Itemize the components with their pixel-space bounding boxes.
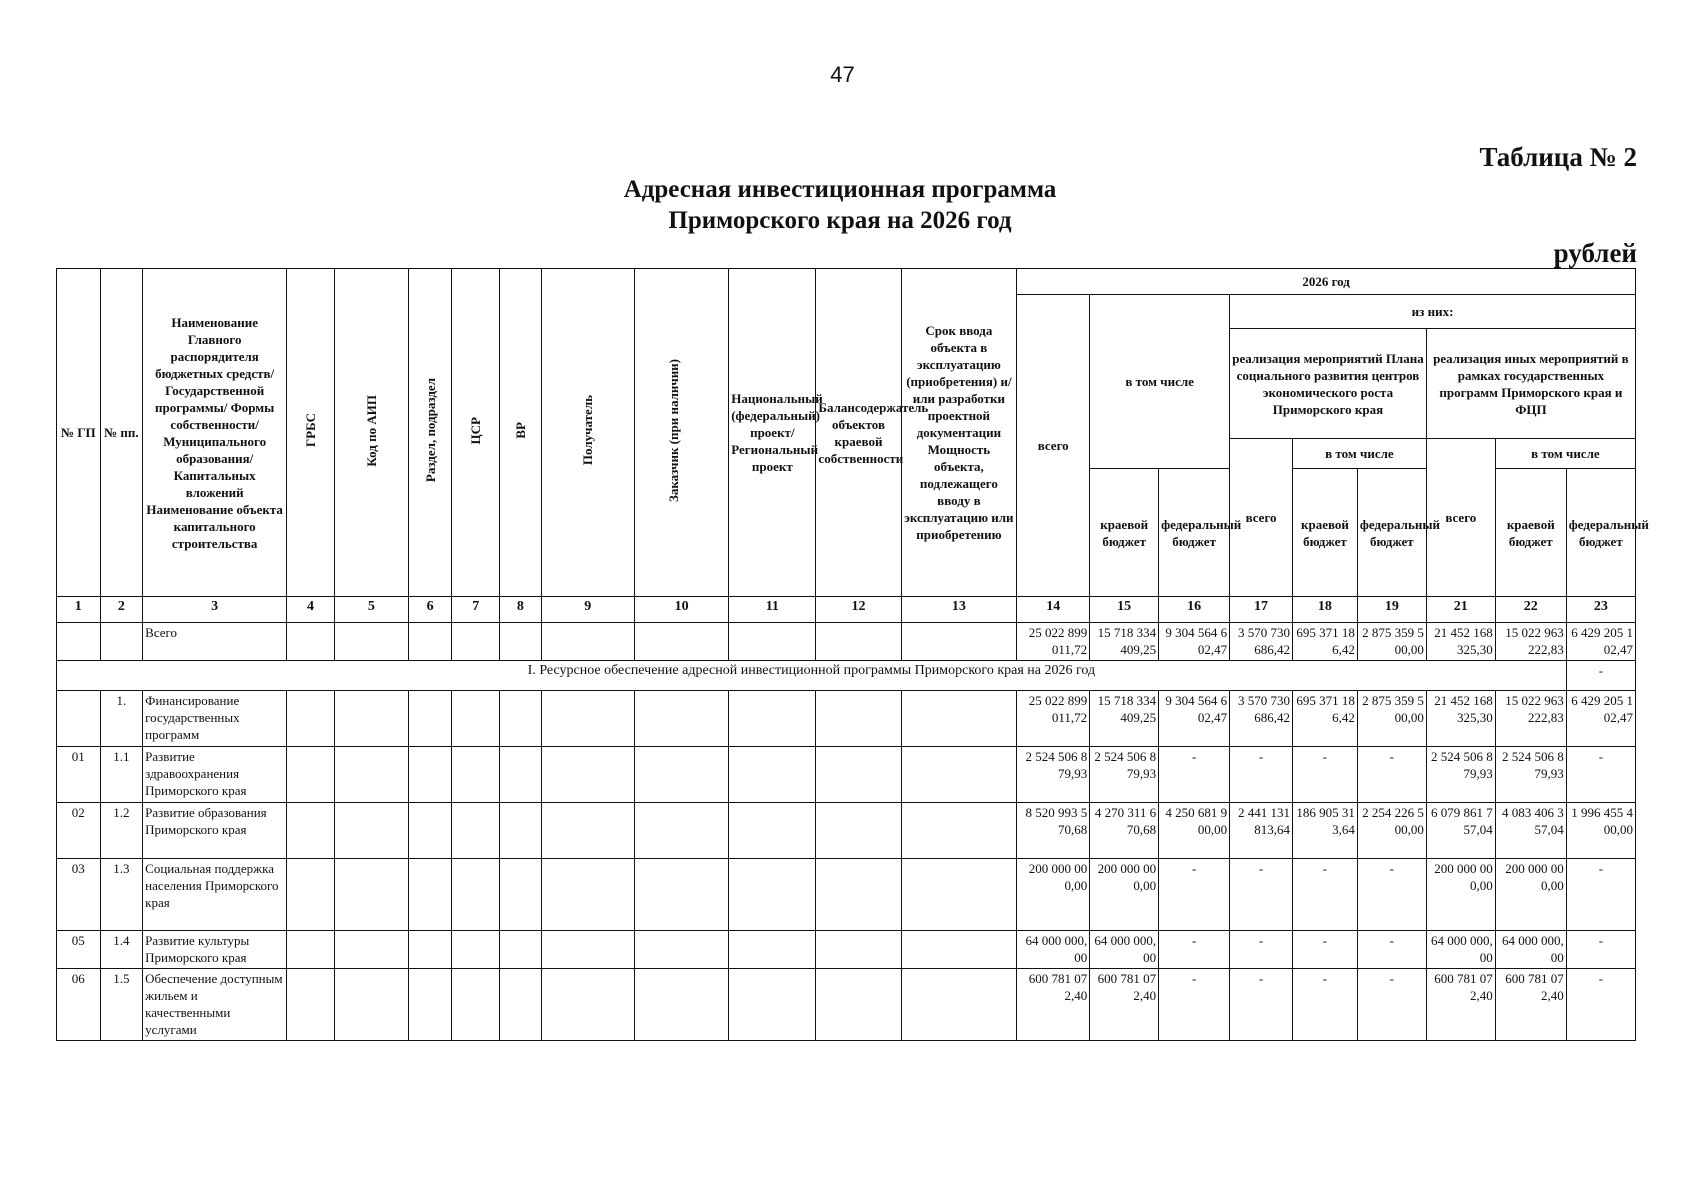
cell-empty [408,931,452,969]
cell-empty [816,969,901,1041]
cell-empty [408,803,452,859]
cell-empty [500,969,542,1041]
cell-empty [452,803,500,859]
header-customer [634,269,728,597]
column-number: 11 [729,597,816,623]
cell-empty [729,859,816,931]
cell-empty [334,623,408,661]
total-row [57,623,1636,661]
header-vr [500,269,542,597]
header-pp: № пп. [100,269,143,597]
cell-value: - [1566,747,1635,803]
cell-value: - [1292,931,1357,969]
table-row [57,859,1636,931]
cell-value: 64 000 000,00 [1426,931,1495,969]
cell-value: 2 875 359 500,00 [1357,623,1426,661]
page-number: 47 [830,62,855,87]
cell-value: 9 304 564 602,47 [1159,691,1230,747]
cell-value: 8 520 993 570,68 [1017,803,1090,859]
cell-value: 200 000 000,00 [1426,859,1495,931]
cell-gp: 02 [57,803,101,859]
units-label: рублей [1553,238,1637,268]
section-row [57,661,1636,691]
cell-value: 2 441 131 813,64 [1230,803,1293,859]
cell-gp: 01 [57,747,101,803]
cell-pp: 1. [100,691,143,747]
header-federal-16: федеральный бюджет [1159,469,1230,597]
cell-empty [816,691,901,747]
cell-value: - [1357,747,1426,803]
column-number: 21 [1426,597,1495,623]
cell-value: 2 524 506 879,93 [1090,747,1159,803]
header-regional-22: краевой бюджет [1495,469,1566,597]
cell-name: Социальная поддержка населения Приморского края [143,859,287,931]
cell-empty [408,623,452,661]
table-body [57,623,1636,1041]
cell-empty [816,931,901,969]
cell-value: 6 429 205 102,47 [1566,691,1635,747]
cell-empty [634,803,728,859]
cell-empty [729,969,816,1041]
cell-value: 695 371 186,42 [1292,691,1357,747]
cell-name: Всего [143,623,287,661]
cell-value: 600 781 072,40 [1426,969,1495,1041]
header-commissioning: Срок ввода объекта в эксплуатацию (приобретения) и/или разработки проектной документации Мощность объекта, подлежащего вводу в эксплуатацию или приобретению [901,269,1017,597]
cell-empty [541,859,634,931]
column-number: 16 [1159,597,1230,623]
header-other-incl: в том числе [1495,439,1635,469]
column-number: 3 [143,597,287,623]
cell-value: 25 022 899 011,72 [1017,623,1090,661]
cell-empty [901,803,1017,859]
cell-empty [729,623,816,661]
cell-empty [408,859,452,931]
cell-empty [500,931,542,969]
header-plan-incl: в том числе [1292,439,1426,469]
cell-empty [541,803,634,859]
header-of-which: из них: [1230,295,1636,329]
cell-value: 2 254 226 500,00 [1357,803,1426,859]
cell-value: 695 371 186,42 [1292,623,1357,661]
cell-empty [452,859,500,931]
cell-empty [901,931,1017,969]
cell-value: - [1230,747,1293,803]
cell-value: 600 781 072,40 [1090,969,1159,1041]
cell-value: - [1159,969,1230,1041]
column-number: 9 [541,597,634,623]
cell-empty [500,623,542,661]
cell-value: 15 718 334 409,25 [1090,691,1159,747]
cell-empty [500,803,542,859]
cell-empty [901,691,1017,747]
cell-name: Финансирование государственных программ [143,691,287,747]
cell-value: 3 570 730 686,42 [1230,691,1293,747]
cell-empty [500,691,542,747]
cell-empty [901,623,1017,661]
table-label: Таблица № 2 [1479,142,1637,172]
cell-value: 15 022 963 222,83 [1495,623,1566,661]
cell-empty [452,931,500,969]
column-number: 13 [901,597,1017,623]
cell-empty [334,691,408,747]
table-row [57,691,1636,747]
column-number: 6 [408,597,452,623]
column-number: 15 [1090,597,1159,623]
cell-value: - [1292,969,1357,1041]
header-section [408,269,452,597]
cell-empty [729,691,816,747]
header-regional-15: краевой бюджет [1090,469,1159,597]
cell-value: 200 000 000,00 [1017,859,1090,931]
cell-empty [287,691,335,747]
cell-value: 64 000 000,00 [1495,931,1566,969]
page-title [560,174,1120,236]
header-grbs [287,269,335,597]
header-recipient-text: Получатель [580,395,596,466]
cell-gp: 05 [57,931,101,969]
table-row [57,803,1636,859]
cell-value: - [1357,969,1426,1041]
cell-value: 64 000 000,00 [1017,931,1090,969]
cell-name: Развитие здравоохранения Приморского края [143,747,287,803]
table-row [57,969,1636,1041]
cell-empty [334,803,408,859]
column-number: 7 [452,597,500,623]
cell-pp: 1.4 [100,931,143,969]
cell-value: - [1159,931,1230,969]
header-grbs-text: ГРБС [302,413,318,448]
header-section-text: Раздел, подраздел [422,378,438,483]
title-line-2: Приморского края на 2026 год [668,207,1012,234]
column-number: 22 [1495,597,1566,623]
cell-empty [287,859,335,931]
cell-empty [287,623,335,661]
cell-empty [500,747,542,803]
cell-value: 15 022 963 222,83 [1495,691,1566,747]
column-number: 2 [100,597,143,623]
cell-empty [452,691,500,747]
cell-empty [901,859,1017,931]
cell-gp: 06 [57,969,101,1041]
cell-value: 600 781 072,40 [1017,969,1090,1041]
header-vr-text: ВР [512,422,528,439]
cell-value: - [1357,859,1426,931]
cell-name: Обеспечение доступным жильем и качественными услугами [143,969,287,1041]
header-name: Наименование Главного распорядителя бюджетных средств/Государственной программы/ Формы собственности/Муниципального образования/Капитальных вложений Наименование объекта капитального строительства [143,269,287,597]
cell-value: - [1292,747,1357,803]
cell-value: 6 079 861 757,04 [1426,803,1495,859]
cell-empty [901,747,1017,803]
cell-empty [816,747,901,803]
header-csr [452,269,500,597]
cell-value: 21 452 168 325,30 [1426,623,1495,661]
cell-value: 4 083 406 357,04 [1495,803,1566,859]
cell-pp: 1.2 [100,803,143,859]
cell-value: 2 524 506 879,93 [1426,747,1495,803]
cell-empty [334,859,408,931]
cell-empty [901,969,1017,1041]
cell-empty [287,969,335,1041]
cell-empty [729,747,816,803]
cell-empty [816,623,901,661]
header-federal-23: федеральный бюджет [1566,469,1635,597]
cell-empty [634,623,728,661]
cell-empty [634,691,728,747]
cell-name: Развитие образования Приморского края [143,803,287,859]
cell-value: - [1566,931,1635,969]
cell-value: 21 452 168 325,30 [1426,691,1495,747]
header-incl: в том числе [1090,295,1230,469]
cell-empty [334,969,408,1041]
column-number: 23 [1566,597,1635,623]
column-number: 14 [1017,597,1090,623]
investment-table [56,268,1649,1041]
cell-pp: 1.3 [100,859,143,931]
column-number: 5 [334,597,408,623]
cell-empty [452,969,500,1041]
cell-value: 600 781 072,40 [1495,969,1566,1041]
cell-value: - [1566,969,1635,1041]
header-recipient [541,269,634,597]
cell-empty [634,859,728,931]
header-balance-holder: Балансодержатель объектов краевой собственности [816,269,901,597]
header-plan: реализация мероприятий Плана социального развития центров экономического роста Приморского края [1230,329,1427,439]
cell-value: 4 250 681 900,00 [1159,803,1230,859]
cell-value: 6 429 205 102,47 [1566,623,1635,661]
column-number: 18 [1292,597,1357,623]
header-project: Национальный (федеральный) проект/ Региональный проект [729,269,816,597]
header-gp: № ГП [57,269,101,597]
header-aip-code [334,269,408,597]
header-customer-text: Заказчик (при наличии) [665,359,681,502]
column-number: 19 [1357,597,1426,623]
column-numbers-row [57,597,1636,623]
column-number: 12 [816,597,901,623]
cell-value: - [1230,931,1293,969]
cell-empty [452,747,500,803]
column-number: 17 [1230,597,1293,623]
section-title: I. Ресурсное обеспечение адресной инвестиционной программы Приморского края на 2026 год [57,661,1567,691]
cell-value: 3 570 730 686,42 [1230,623,1293,661]
cell-empty [452,623,500,661]
cell-empty [541,931,634,969]
cell-empty [541,969,634,1041]
header-year: 2026 год [1017,269,1636,295]
cell-value: - [1566,859,1635,931]
cell-value: 2 524 506 879,93 [1495,747,1566,803]
header-other: реализация иных мероприятий в рамках государственных программ Приморского края и ФЦП [1426,329,1635,439]
column-number: 8 [500,597,542,623]
cell-empty [816,803,901,859]
cell-gp [57,623,101,661]
cell-empty [541,747,634,803]
header-regional-18: краевой бюджет [1292,469,1357,597]
header-other-total: всего [1426,439,1495,597]
cell-value: - [1159,859,1230,931]
cell-empty [729,931,816,969]
cell-empty [287,747,335,803]
cell-pp: 1.1 [100,747,143,803]
table-row [57,931,1636,969]
cell-value: 186 905 313,64 [1292,803,1357,859]
section-dash: - [1566,661,1635,691]
cell-value: 15 718 334 409,25 [1090,623,1159,661]
cell-empty [541,623,634,661]
cell-empty [287,931,335,969]
cell-value: 1 996 455 400,00 [1566,803,1635,859]
cell-value: 64 000 000,00 [1090,931,1159,969]
cell-value: 200 000 000,00 [1495,859,1566,931]
title-line-1: Адресная инвестиционная программа [623,176,1057,203]
cell-empty [408,691,452,747]
cell-empty [816,859,901,931]
cell-value: 2 524 506 879,93 [1017,747,1090,803]
header-total: всего [1017,295,1090,597]
cell-empty [408,969,452,1041]
cell-gp: 03 [57,859,101,931]
cell-value: 9 304 564 602,47 [1159,623,1230,661]
table-row [57,747,1636,803]
column-number: 10 [634,597,728,623]
cell-value: - [1159,747,1230,803]
cell-empty [334,931,408,969]
header-aip-code-text: Код по АИП [363,394,379,467]
cell-name: Развитие культуры Приморского края [143,931,287,969]
cell-empty [408,747,452,803]
cell-empty [287,803,335,859]
cell-empty [634,969,728,1041]
column-number: 4 [287,597,335,623]
cell-gp [57,691,101,747]
header-csr-text: ЦСР [468,416,484,445]
header-federal-19: федеральный бюджет [1357,469,1426,597]
cell-pp [100,623,143,661]
cell-value: - [1230,969,1293,1041]
cell-value: - [1230,859,1293,931]
cell-value: 2 875 359 500,00 [1357,691,1426,747]
cell-value: - [1357,931,1426,969]
cell-pp: 1.5 [100,969,143,1041]
cell-value: - [1292,859,1357,931]
header-plan-total: всего [1230,439,1293,597]
cell-value: 25 022 899 011,72 [1017,691,1090,747]
cell-value: 200 000 000,00 [1090,859,1159,931]
cell-empty [729,803,816,859]
cell-empty [500,859,542,931]
cell-empty [634,931,728,969]
cell-empty [634,747,728,803]
cell-value: 4 270 311 670,68 [1090,803,1159,859]
column-number: 1 [57,597,101,623]
cell-empty [541,691,634,747]
cell-empty [334,747,408,803]
